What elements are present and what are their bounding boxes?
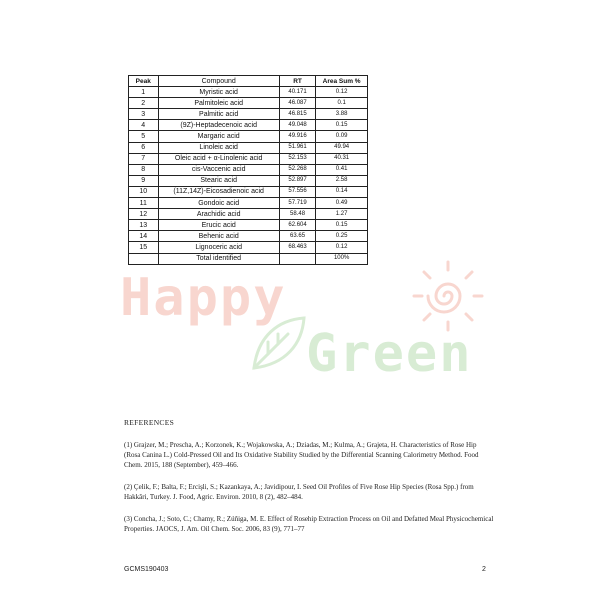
cell-compound: Palmitic acid <box>158 109 279 120</box>
reference-item: (3) Concha, J.; Soto, C.; Chamy, R.; Zúñiga, M. E. Effect of Rosehip Extraction Process on Oil and Defatted Meal Physicochemical Properties. JAOCS, J. Am. Oil Chem. Soc. 2006, 83 (9), 771–77 <box>124 515 494 533</box>
cell-rt: 51.961 <box>279 142 315 153</box>
cell-area: 0.15 <box>316 220 368 231</box>
table-row <box>129 98 368 109</box>
references-title: REFERENCES <box>124 418 175 427</box>
cell-area: 1.27 <box>316 209 368 220</box>
header-peak: Peak <box>129 76 159 87</box>
cell-rt: 68.463 <box>279 242 315 253</box>
cell-compound: Gondoic acid <box>158 198 279 209</box>
cell-area: 0.14 <box>316 186 368 197</box>
cell-peak: 3 <box>129 109 159 120</box>
cell-peak: 11 <box>129 198 159 209</box>
table-total-row <box>129 253 368 264</box>
table-row <box>129 220 368 231</box>
cell-rt: 46.087 <box>279 98 315 109</box>
cell-compound: Oleic acid + α-Linolenic acid <box>158 153 279 164</box>
cell-peak: 9 <box>129 175 159 186</box>
footer-page-number: 2 <box>482 566 486 573</box>
cell-rt: 63.65 <box>279 231 315 242</box>
table-row <box>129 164 368 175</box>
cell-peak: 1 <box>129 87 159 98</box>
table-row <box>129 209 368 220</box>
cell-compound: Behenic acid <box>158 231 279 242</box>
cell-rt: 49.048 <box>279 120 315 131</box>
cell-peak: 10 <box>129 186 159 197</box>
total-value: 100% <box>316 253 368 264</box>
cell-compound: (11Z,14Z)-Eicosadienoic acid <box>158 186 279 197</box>
table-row <box>129 87 368 98</box>
watermark-word-happy: Happy <box>120 268 287 328</box>
cell-rt: 49.916 <box>279 131 315 142</box>
cell-compound: Linoleic acid <box>158 142 279 153</box>
cell-peak: 2 <box>129 98 159 109</box>
cell-peak: 8 <box>129 164 159 175</box>
header-compound: Compound <box>158 76 279 87</box>
cell-area: 0.25 <box>316 231 368 242</box>
table-row <box>129 131 368 142</box>
table-row <box>129 242 368 253</box>
cell-peak: 12 <box>129 209 159 220</box>
reference-item: (2) Çelik, F.; Balta, F.; Ercişli, S.; Kazankaya, A.; Javidipour, I. Seed Oil Profiles of Five Rose Hip Species (Rosa Spp.) from Hakkâri, Turkey. J. Food, Agric. Environ. 2010, 8 (2), 482–484. <box>124 483 474 501</box>
table-row <box>129 142 368 153</box>
cell-compound: Erucic acid <box>158 220 279 231</box>
header-rt: RT <box>279 76 315 87</box>
cell-rt: 57.719 <box>279 198 315 209</box>
cell-compound: Myristic acid <box>158 87 279 98</box>
cell-area: 0.12 <box>316 242 368 253</box>
cell-compound: Lignoceric acid <box>158 242 279 253</box>
cell-rt: 58.48 <box>279 209 315 220</box>
cell-rt: 52.153 <box>279 153 315 164</box>
total-label: Total identified <box>158 253 279 264</box>
cell-area: 49.94 <box>316 142 368 153</box>
watermark <box>108 246 488 386</box>
cell-area: 40.31 <box>316 153 368 164</box>
table-row <box>129 120 368 131</box>
cell-area: 0.09 <box>316 131 368 142</box>
table-header-row <box>129 76 368 87</box>
cell-peak: 6 <box>129 142 159 153</box>
cell-rt: 40.171 <box>279 87 315 98</box>
cell-rt: 57.556 <box>279 186 315 197</box>
references-section <box>124 418 494 546</box>
cell-peak: 14 <box>129 231 159 242</box>
cell-peak: 7 <box>129 153 159 164</box>
cell-peak: 15 <box>129 242 159 253</box>
cell-compound: (9Z)-Heptadecenoic acid <box>158 120 279 131</box>
footer-doc-id: GCMS190403 <box>124 566 169 573</box>
cell-rt: 52.268 <box>279 164 315 175</box>
header-area: Area Sum % <box>316 76 368 87</box>
cell-compound: cis-Vaccenic acid <box>158 164 279 175</box>
cell-compound: Margaric acid <box>158 131 279 142</box>
reference-item: (1) Grajzer, M.; Prescha, A.; Korzonek, K.; Wojakowska, A.; Dziadas, M.; Kulma, A.; Grajeta, H. Characteristics of Rose Hip (Rosa Canina L.) Cold-Pressed Oil and Its Oxidative Stability Studied by the Differential Scanning Calorimetry Method. Food Chem. 2015, 188 (September), 459–466. <box>124 441 479 469</box>
cell-area: 3.88 <box>316 109 368 120</box>
cell-compound: Palmitoleic acid <box>158 98 279 109</box>
table-row <box>129 231 368 242</box>
cell-rt: 52.897 <box>279 175 315 186</box>
fatty-acid-table <box>128 75 368 265</box>
cell-compound: Stearic acid <box>158 175 279 186</box>
cell-area: 0.41 <box>316 164 368 175</box>
leaf-icon <box>248 312 310 374</box>
watermark-word-green: Green <box>306 324 473 384</box>
cell-area: 0.15 <box>316 120 368 131</box>
cell-rt: 62.604 <box>279 220 315 231</box>
table-row <box>129 198 368 209</box>
table-row <box>129 186 368 197</box>
cell-rt: 46.815 <box>279 109 315 120</box>
table-row <box>129 153 368 164</box>
sun-swirl-icon <box>408 256 488 336</box>
cell-peak: 5 <box>129 131 159 142</box>
table-row <box>129 175 368 186</box>
cell-rt-empty <box>279 253 315 264</box>
cell-area: 0.1 <box>316 98 368 109</box>
cell-area: 0.49 <box>316 198 368 209</box>
cell-area: 0.12 <box>316 87 368 98</box>
cell-peak: 4 <box>129 120 159 131</box>
cell-compound: Arachidic acid <box>158 209 279 220</box>
cell-peak-empty <box>129 253 159 264</box>
table-row <box>129 109 368 120</box>
cell-peak: 13 <box>129 220 159 231</box>
cell-area: 2.58 <box>316 175 368 186</box>
